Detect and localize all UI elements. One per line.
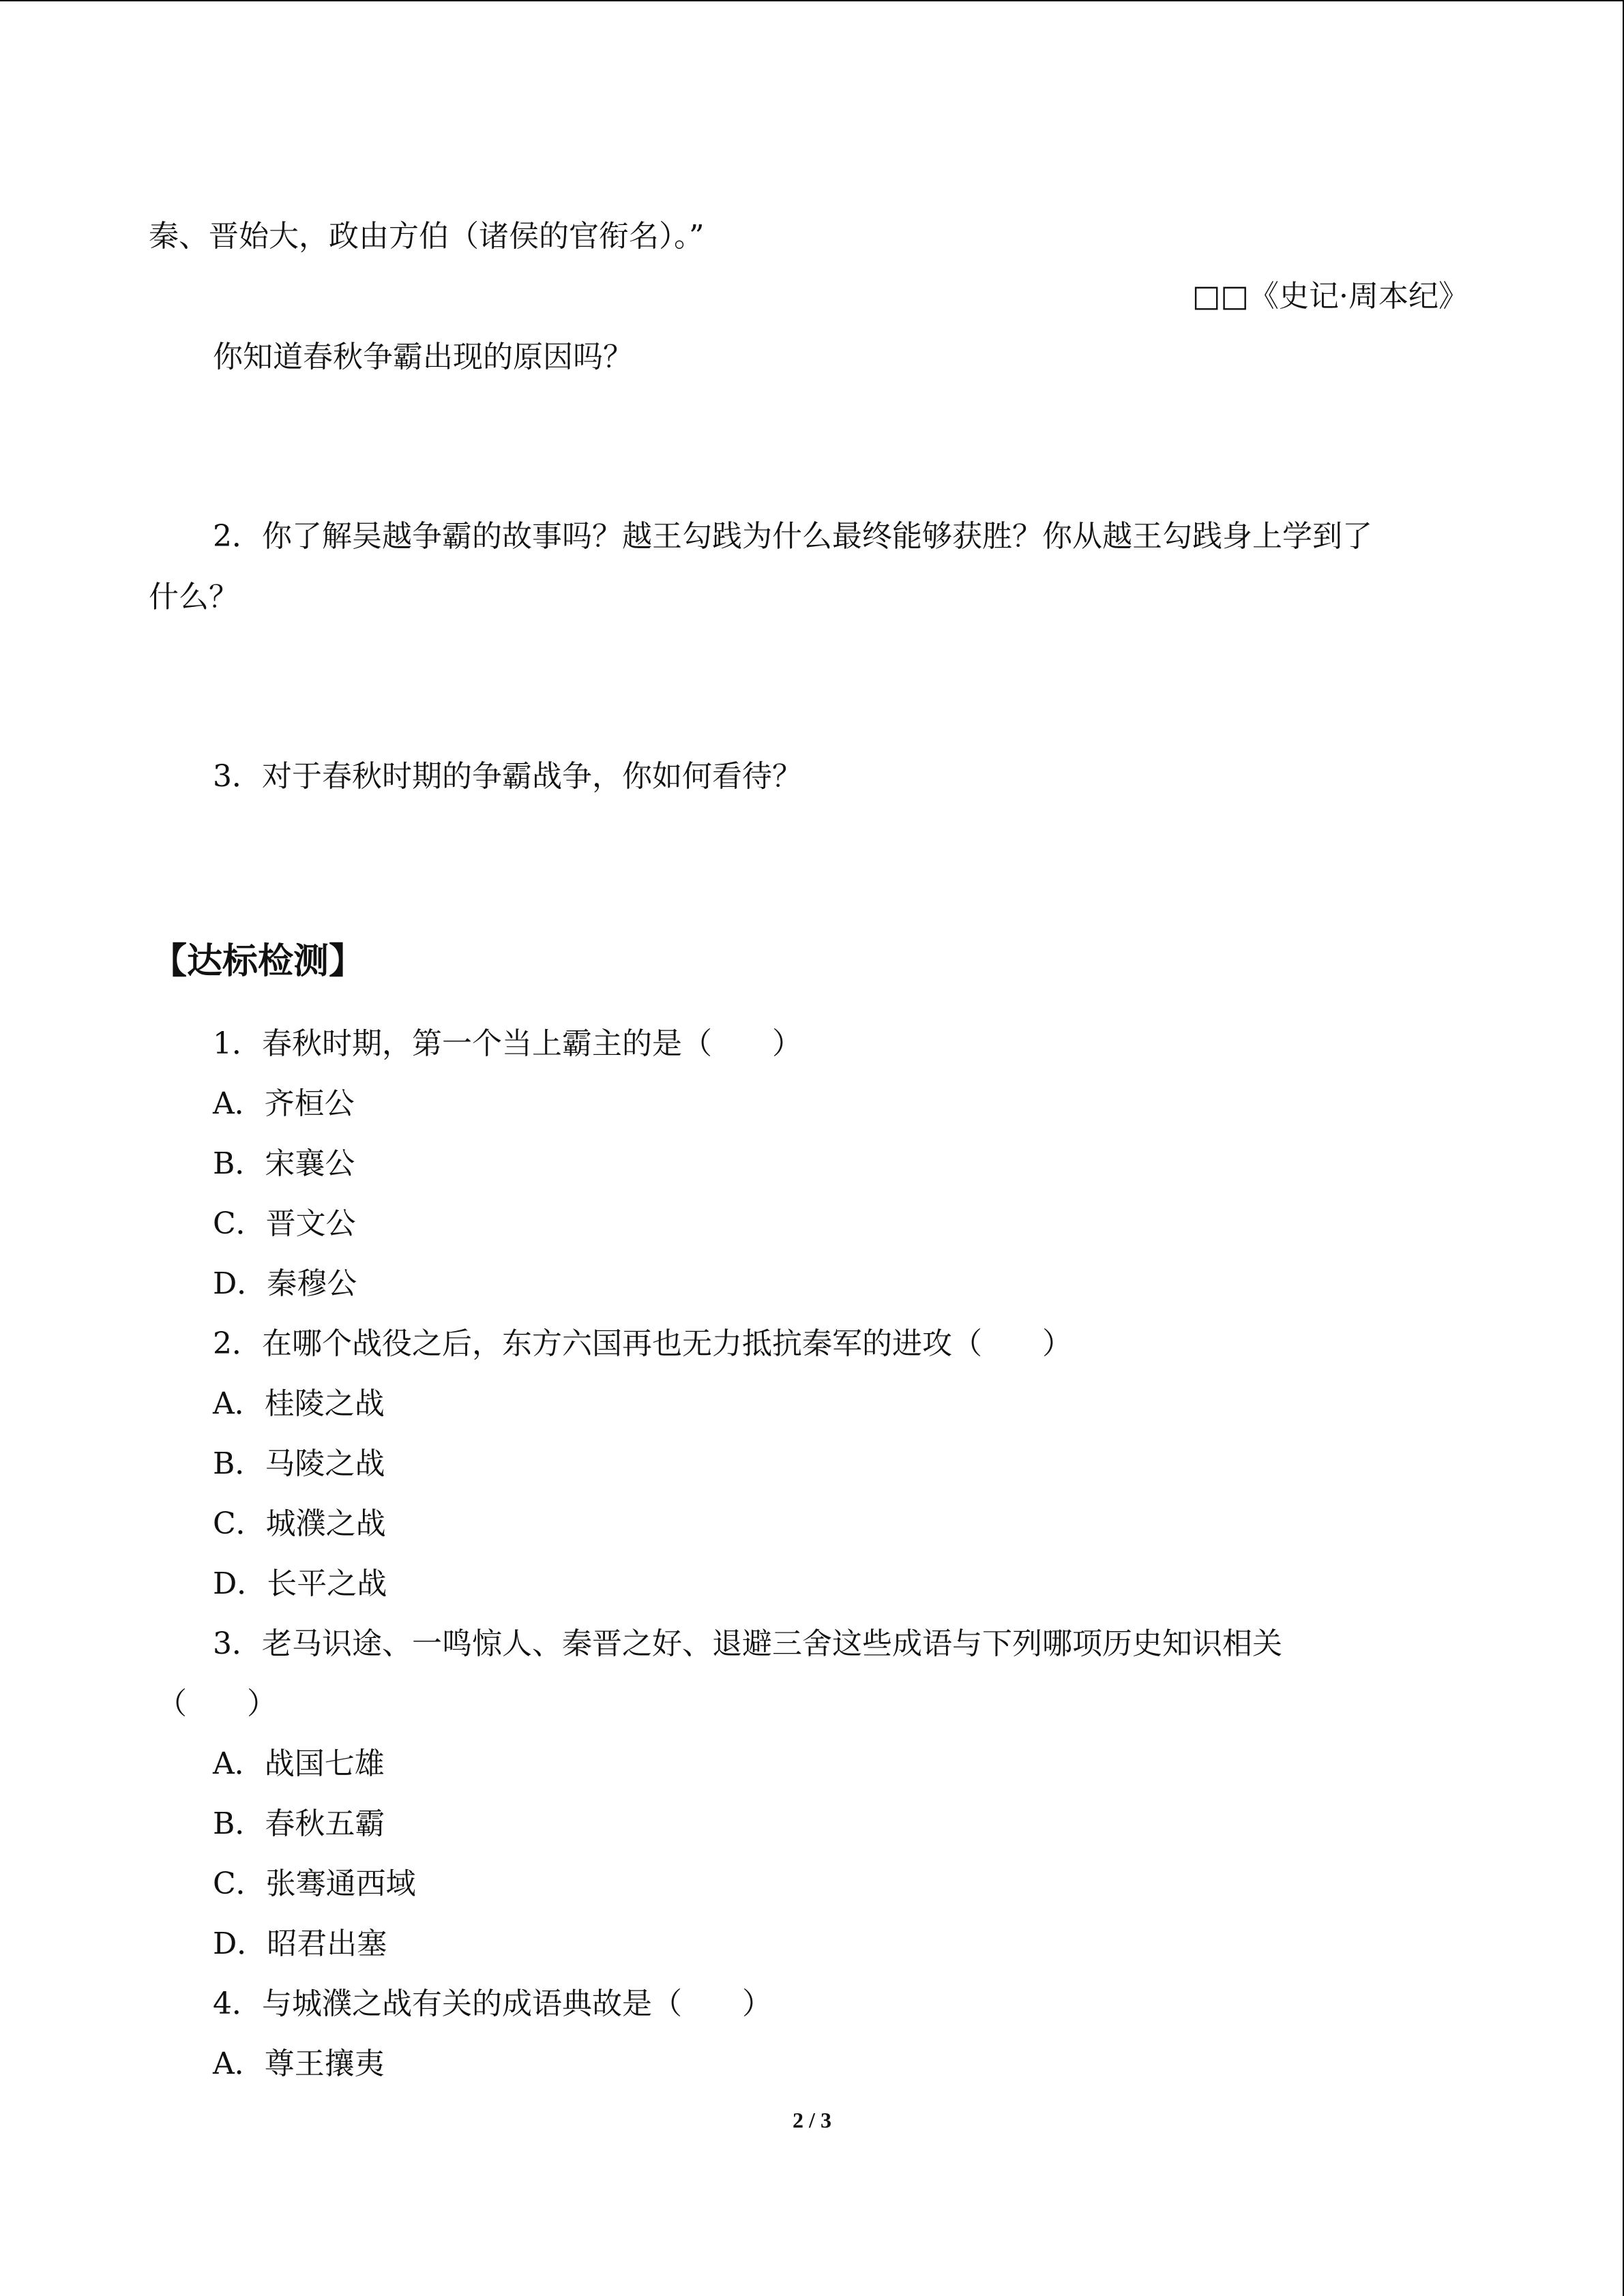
test-q2-option-b: B．马陵之战 <box>213 1446 385 1481</box>
quote-end-line: 秦、晋始大，政由方伯（诸侯的官衔名）。” <box>149 219 705 254</box>
test-q4-option-a: A．尊王攘夷 <box>213 2046 385 2081</box>
test-q2-option-d: D．长平之战 <box>213 1566 387 1601</box>
test-q1-option-d: D．秦穆公 <box>213 1266 357 1301</box>
discussion-q3: 3．对于春秋时期的争霸战争，你如何看待？ <box>213 759 802 794</box>
page-number: 2 / 3 <box>793 2108 831 2132</box>
test-q1-stem: 1．春秋时期，第一个当上霸主的是（ ） <box>213 1026 802 1061</box>
intro-question: 你知道春秋争霸出现的原因吗？ <box>213 340 633 374</box>
test-q4-stem: 4．与城濮之战有关的成语典故是（ ） <box>213 1986 772 2021</box>
test-q1-option-c: C．晋文公 <box>213 1206 356 1241</box>
test-q3-stem-line1: 3．老马识途、一鸣惊人、秦晋之好、退避三舍这些成语与下列哪项历史知识相关 <box>213 1626 1282 1661</box>
discussion-q2-line1: 2．你了解吴越争霸的故事吗？越王勾践为什么最终能够获胜？你从越王勾践身上学到了 <box>213 519 1372 554</box>
test-q3-stem-line2: （ ） <box>157 1686 277 1721</box>
test-q2-option-c: C．城濮之战 <box>213 1506 386 1541</box>
test-q1-option-a: A．齐桓公 <box>213 1086 355 1121</box>
test-q2-option-a: A．桂陵之战 <box>213 1386 385 1421</box>
test-q3-option-b: B．春秋五霸 <box>213 1806 385 1841</box>
test-q2-stem: 2．在哪个战役之后，东方六国再也无力抵抗秦军的进攻（ ） <box>213 1326 1072 1361</box>
test-q3-option-a: A．战国七雄 <box>213 1746 385 1781</box>
test-q3-option-d: D．昭君出塞 <box>213 1926 387 1961</box>
section-heading: 【达标检测】 <box>151 941 365 982</box>
quote-source: □□《史记·周本纪》 <box>1192 279 1468 314</box>
test-q1-option-b: B．宋襄公 <box>213 1146 355 1181</box>
test-q3-option-c: C．张骞通西域 <box>213 1866 416 1901</box>
discussion-q2-line2: 什么？ <box>149 580 239 614</box>
